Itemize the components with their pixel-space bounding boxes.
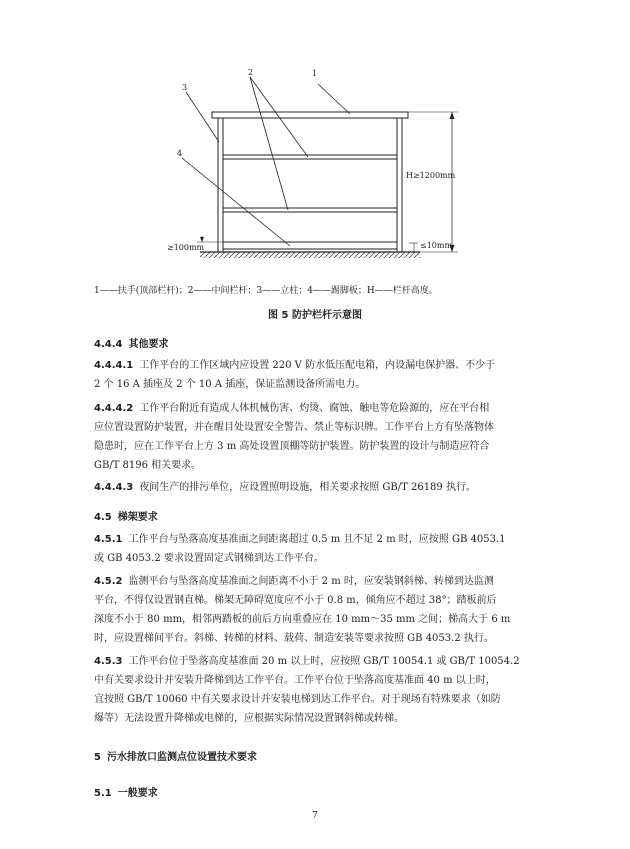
paragraph-4-4-4-3: 4.4.4.3 夜间生产的排污单位，应设置照明设施，相关要求按照 GB/T 26189 执行。 [94, 482, 476, 493]
figure-caption: 图 5 防护栏杆示意图 [268, 310, 362, 321]
ground-hatch [200, 252, 420, 258]
paragraph-4-5-1: 4.5.1 工作平台与坠落高度基准面之间距离超过 0.5 m 且不足 2 m 时，应按照 GB 4053.1 或 GB 4053.2 要求设置固定式钢梯到达工作平台。 [94, 534, 506, 564]
paragraph-4-5-3: 4.5.3 工作平台位于坠落高度基准面 20 m 以上时，应按照 GB/T 10054.1 或 GB/T 10054.2 中有关要求设计并安装升降梯到达工作平台。工作平台位于坠落高度基准面 40 m 以上时， 宜按照 GB/T 10060 中有关要求设计并安装电梯到达工作平台。对于现场有特殊要求（如防 爆等）无法设置升降梯或电梯的，应根据实际情况设置钢斜梯或转梯。 [94, 656, 520, 724]
callout-4: 4 [177, 149, 183, 158]
middle-rail-lower [223, 208, 397, 212]
section-heading-4-5: 4.5 梯架要求 [94, 512, 158, 523]
guardrail-figure [150, 62, 480, 272]
handrail [212, 112, 408, 118]
callout-2: 2 [248, 68, 254, 77]
left-post [218, 118, 223, 252]
section-heading-5: 5 污水排放口监测点位设置技术要求 [94, 752, 257, 763]
middle-rail-upper [223, 155, 397, 159]
gap-label: ≤10mm [420, 241, 453, 250]
height-label: H≥1200mm [406, 171, 456, 180]
toe-board-height-label: ≥100mm [167, 243, 205, 252]
page-number: 7 [312, 811, 318, 821]
figure-legend: 1——扶手(顶部栏杆)；2——中间栏杆；3——立柱；4——踢脚板；H——栏杆高度。 [94, 286, 438, 296]
guardrail-diagram [150, 62, 480, 272]
right-post [397, 118, 402, 252]
section-heading-4-4-4: 4.4.4 其他要求 [94, 339, 169, 350]
callout-1: 1 [312, 69, 318, 78]
callout-3: 3 [182, 83, 188, 92]
paragraph-4-4-4-1: 4.4.4.1 工作平台的工作区域内应设置 220 V 防水低压配电箱，内设漏电保护器、不少于 2 个 16 A 插座及 2 个 10 A 插座，保证监测设备所需电力。 [94, 360, 496, 390]
paragraph-4-5-2: 4.5.2 监测平台与坠落高度基准面之间距离不小于 2 m 时，应安装钢斜梯、转梯到达监测 平台，不得仅设置钢直梯。梯架无障碍宽度应不小于 0.8 m，倾角应不超过 38°；踏板前后 深度不小于 80 mm，相邻两踏板的前后方向重叠应在 10 mm～35 mm 之间；梯高大于 6 m 时，应设置梯间平台。斜梯、转梯的材料、载荷、制造安装等要求按照 GB 4053.2 执行。 [94, 576, 511, 644]
section-heading-5-1: 5.1 一般要求 [94, 788, 158, 799]
paragraph-4-4-4-2: 4.4.4.2 工作平台附近有造成人体机械伤害、灼烫、腐蚀、触电等危险源的，应在平台相 应位置设置防护装置，并在醒目处设置安全警告、禁止等标识牌。工作平台上方有坠落物体 隐患时，应在工作平台上方 3 m 高处设置顶棚等防护装置。防护装置的设计与制造应符合 GB/T 8196 相关要求。 [94, 403, 494, 471]
toe-board [223, 242, 397, 249]
